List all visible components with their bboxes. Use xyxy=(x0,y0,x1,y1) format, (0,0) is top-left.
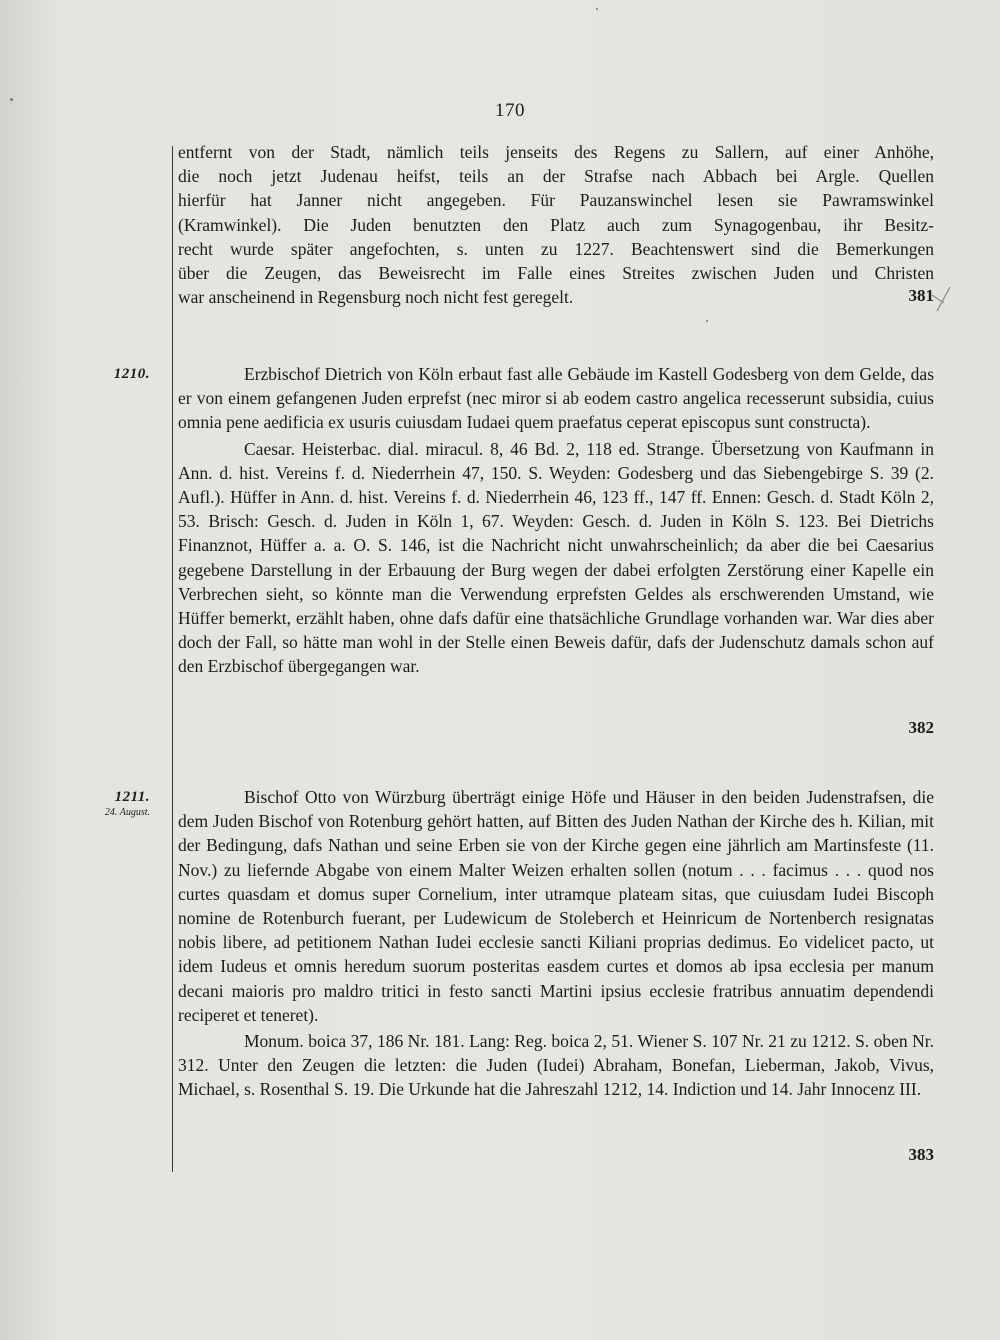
entry-text xyxy=(178,362,934,679)
text-line: die noch jetzt Judenau heifst, teils an der Strafse nach Abbach bei Argle. Quellen xyxy=(178,166,934,187)
margin-rule xyxy=(172,146,173,1172)
text-line: (Kramwinkel). Die Juden benutzten den Platz auch zum Synagogenbau, ihr Besitz- xyxy=(178,214,934,235)
entry-paragraph: Bischof Otto von Würzburg überträgt einige Höfe und Häuser in den beiden Judenstrafsen, die dem Juden Bischof von Rotenburg gehört hatten, auf Bitten des Juden Nathan der Kirche des h. Kilian, mit der Bedingung, dafs Nathan und seine Erben sie von der Kirche gegen eine jährlich am Martinsfeste (11. Nov.) zu liefernde Abgabe von einem Malter Weizen erhalten sollen (notum . . . facimus . . . quod nos curtes quasdam et domus super Cornelium, inter utramque plateam sitas, que cuiusdam Iudei Biscoph nomine de Rotenburch fuerant, per Ludewicum de Stoleberch et Heinricum de Nortenberch resignatas nobis libere, ad petitionem Nathan Iudei ecclesie sancti Kiliani proprias dedimus. Eo videlicet pacto, ut idem Iudeus et omnis heredum suorum posteritas easdem curtes et domos ab ipsa ecclesia per manum decani maioris pro maldro tritici in festo sancti Martini ipsius ecclesie fratribus annuatim dependendi reciperet et teneret). xyxy=(178,787,934,1025)
text-line: über die Zeugen, das Beweisrecht im Falle eines Streites zwischen Juden und Christen xyxy=(178,263,934,284)
text-line: hierfür hat Janner nicht angegeben. Für Pauzanswinchel lesen sie Pawramswinkel xyxy=(178,190,934,211)
entry-number: 383 xyxy=(908,1145,934,1164)
entry-paragraph: Erzbischof Dietrich von Köln erbaut fast alle Gebäude im Kastell Godesberg von dem Gelde, das er von einem gefangenen Juden erprefst (nec miror si ab eodem castro angelica recesserunt subsidia, cuius omnia pene aedificia ex usuris cuiusdam Iudaei quem praefatus ceperat episcopus sunt constructa). xyxy=(178,364,934,433)
pencil-cross-mark-icon xyxy=(928,284,954,314)
entry-number: 382 xyxy=(908,718,934,737)
paper-speck xyxy=(596,8,598,10)
source-paragraph: Monum. boica 37, 186 Nr. 181. Lang: Reg. boica 2, 51. Wiener S. 107 Nr. 21 zu 1212. S. oben Nr. 312. Unter den Zeugen die letzten: die Juden (Iudei) Abraham, Bonefan, Lieberman, Jakob, Vivus, Michael, s. Rosenthal S. 19. Die Urkunde hat die Jahreszahl 1212, 14. Indiction und 14. Jahr Innocenz III. xyxy=(178,1031,934,1100)
page-number: 170 xyxy=(495,100,525,121)
paper-speck xyxy=(10,98,13,101)
entry-date: 1211. xyxy=(114,789,150,805)
entry-text xyxy=(178,785,934,1102)
paper-speck xyxy=(706,320,708,322)
text-line: war anscheinend in Regensburg noch nicht fest geregelt. xyxy=(178,287,574,308)
entry-number: 381 xyxy=(908,286,934,305)
entry-date: 1210. xyxy=(113,366,150,382)
entry-text xyxy=(178,140,934,309)
source-paragraph: Caesar. Heisterbac. dial. miracul. 8, 46 Bd. 2, 118 ed. Strange. Übersetzung von Kaufmann in Ann. d. hist. Vereins f. d. Niederrhein 47, 150. S. Weyden: Godesberg und das Siebengebirge S. 39 (2. Aufl.). Hüffer in Ann. d. hist. Vereins f. d. Niederrhein 46, 123 ff., 147 ff. Ennen: Gesch. d. Stadt Köln 2, 53. Brisch: Gesch. d. Juden in Köln 1, 67. Weyden: Gesch. d. Juden in Köln S. 123. Bei Dietrichs Finanznot, Hüffer a. a. O. S. 146, ist die Nachricht nicht unwahrscheinlich; da aber die bei Caesarius gegebene Darstellung in der Erbauung der Burg wegen der dabei erfolgten Zerstörung einer Kapelle ein Verbrechen sieht, so könnte man die Verwendung erprefsten Geldes als erschwerenden Umstand, wie Hüffer bemerkt, erzählt haben, ohne dafs dafür eine thatsächliche Grundlage vorhanden war. War dies aber doch der Fall, so hätte man wohl in der Stelle einen Beweis dafür, dafs der Judenschutz damals schon auf den Erzbischof übergegangen war. xyxy=(178,438,934,677)
entry-date-day: 24. August. xyxy=(104,807,150,818)
text-line: entfernt von der Stadt, nämlich teils jenseits des Regens zu Sallern, auf einer Anhöhe, xyxy=(178,142,934,162)
text-line: recht wurde später angefochten, s. unten zu 1227. Beachtenswert sind die Bemerkungen xyxy=(178,238,934,259)
